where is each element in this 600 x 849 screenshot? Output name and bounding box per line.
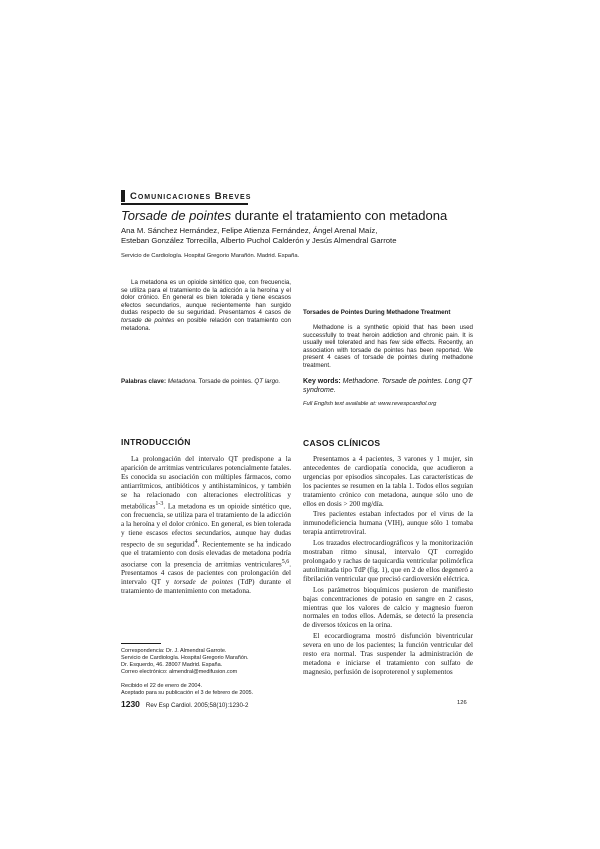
cases-body: [303, 455, 473, 679]
affiliation: Servicio de Cardiología. Hospital Gregorio Marañón. Madrid. España.: [121, 253, 300, 259]
authors-line: Esteban González Torrecilla, Alberto Puchol Calderón y Jesús Almendral Garrote: [121, 236, 397, 245]
intro-paragraph: [121, 455, 291, 596]
cases-paragraph: Los parámetros bioquímicos pusieron de manifiesto bajas concentraciones de potasio en sangre en 2 casos, mientras que los valores de calcio y magnesio fueron normales en todos ellos. Además, se detectó la presencia de diversos tóxicos en la orina.: [303, 585, 473, 630]
accepted-date: Aceptado para su publicación el 3 de febrero de 2005.: [121, 690, 254, 696]
authors-line: Ana M. Sánchez Hernández, Felipe Atienza Fernández, Ángel Arenal Maíz,: [121, 226, 378, 235]
full-english-link[interactable]: Full English text available at: www.revespcardiol.org: [303, 401, 437, 407]
page-number: 1230: [121, 699, 140, 709]
keywords-english: [303, 378, 473, 395]
correspondence-line: Correspondencia: Dr. J. Almendral Garrote.: [121, 648, 227, 654]
abstract-es-text: La metadona es un opioide sintético que, con frecuencia, se utiliza para el tratamiento de la adicción a la heroína y el dolor crónico. En general es bien tolerada y tiene escasos efectos secundarios, aunque recientemente han surgido dudas respecto de su seguridad. Presentamos 4 casos de: [121, 279, 291, 317]
intro-text-segment: . Presentamos 4 casos de pacientes con prolongación del intervalo QT y: [121, 560, 291, 586]
reference-sup: 4: [194, 538, 198, 545]
page-id: 126: [457, 700, 467, 706]
title-italic: Torsade de pointes: [121, 208, 232, 223]
correspondence: [121, 648, 296, 676]
publication-dates: [121, 683, 296, 697]
section-header: [121, 190, 251, 202]
intro-text-segment: . Recientemente se ha indicado que el tratamiento con dosis elevadas de metadona podría asociarse con la presencia de arritmias ventriculares: [121, 539, 291, 569]
received-date: Recibido el 22 de enero de 2004.: [121, 683, 203, 689]
section-label: Comunicaciones Breves: [130, 190, 252, 202]
correspondence-line: Servicio de Cardiología. Hospital Gregorio Marañón.: [121, 655, 249, 661]
title-rest: durante el tratamiento con metadona: [231, 208, 448, 223]
correspondence-line: Dr. Esquerdo, 46. 28007 Madrid. España.: [121, 662, 223, 668]
keywords-es-end: QT largo.: [254, 378, 281, 385]
section-marker: [121, 190, 125, 202]
intro-body: [121, 455, 291, 598]
intro-text-segment: . La metadona es un opioide sintético que, con frecuencia, se utiliza para el tratamiento de la adicción a la heroína y el dolor crónico. En general, es bien tolerada y tiene escasos efectos secundarios, aunque hay dudas respecto de su seguridad: [121, 501, 291, 548]
cases-heading: CASOS CLÍNICOS: [303, 438, 381, 448]
reference-sup: 5,6: [281, 558, 290, 565]
footnote-rule: [121, 643, 161, 644]
keywords-es-italic: Metadona.: [167, 378, 198, 385]
abstract-en-text: Methadone is a synthetic opioid that has been used successfully to treat heroin addiction and chronic pain. It is usually well tolerated and has few side effects. Recently, an association with torsade de pointes has been reported. We present 4 cases of torsade de pointes during methadone treatment.: [303, 324, 473, 369]
intro-text-segment: La prolongación del intervalo QT predispone a la aparición de arritmias ventriculares potencialmente fatales. Es conocida su asociación con múltiples fármacos, como antiarrítmicos, antibióticos y antihistamínicos, y también se ha relacionado con alteraciones electrolíticas y metabólicas: [121, 455, 291, 510]
abstract-es-italic: torsade de pointes: [121, 316, 175, 324]
abstract-es-end: en posible relación con tratamiento con metadona.: [121, 316, 291, 332]
intro-heading: INTRODUCCIÓN: [121, 437, 191, 447]
section-rule: [121, 203, 248, 205]
intro-text-segment: (TdP) durante el tratamiento de mantenimiento con metadona.: [121, 577, 292, 595]
abstract-spanish: [121, 279, 291, 332]
cases-paragraph: Tres pacientes estaban infectados por el virus de la inmunodeficiencia humana (VIH), aunque sólo 1 tomaba terapia antirretroviral.: [303, 510, 473, 537]
english-title: Torsades de Pointes During Methadone Treatment: [303, 309, 451, 316]
keywords-es-label: Palabras clave:: [121, 378, 167, 385]
journal-citation: Rev Esp Cardiol. 2005;58(10):1230-2: [145, 702, 249, 709]
cases-paragraph: El ecocardiograma mostró disfunción biventricular severa en uno de los pacientes; la función ventricular del resto era normal. Tras suspender la administración de metadona e iniciarse el tratamiento con sulfato de magnesio, perfusión de isoproterenol y suplementos: [303, 632, 473, 676]
article-title: [121, 208, 501, 223]
keywords-spanish: [121, 378, 291, 386]
keywords-en-text: Methadone. Torsade de pointes. Long QT syndrome.: [303, 378, 473, 394]
abstract-english: [303, 324, 473, 370]
intro-italic: torsade de pointes: [174, 577, 233, 586]
reference-sup: 1-3: [155, 500, 164, 507]
cases-paragraph: Los trazados electrocardiográficos y la monitorización mostraban ritmo sinusal, intervalo QT corregido prolongado y rachas de taquicardia ventricular polimórfica autolimitada tipo TdP (fig. 1), que en 2 de ellos degeneró a fibrilación ventricular que precisó cardioversión eléctrica.: [303, 539, 473, 583]
correspondence-email[interactable]: Correo electrónico: almendral@medifusion.com: [121, 669, 238, 675]
cases-paragraph: Presentamos a 4 pacientes, 3 varones y 1 mujer, sin antecedentes de cardiopatía conocida, que acudieron a urgencias por episodios sincopales. Las características de los pacientes se resumen en la tabla 1. Todos ellos seguían tratamiento crónico con metadona, aunque sólo uno de ellos en dosis > 200 mg/día.: [303, 455, 473, 508]
keywords-en-label: Key words:: [303, 378, 341, 385]
keywords-es-mid: Torsade de pointes.: [197, 378, 255, 385]
authors: [121, 226, 451, 246]
page-footer: [121, 699, 248, 709]
